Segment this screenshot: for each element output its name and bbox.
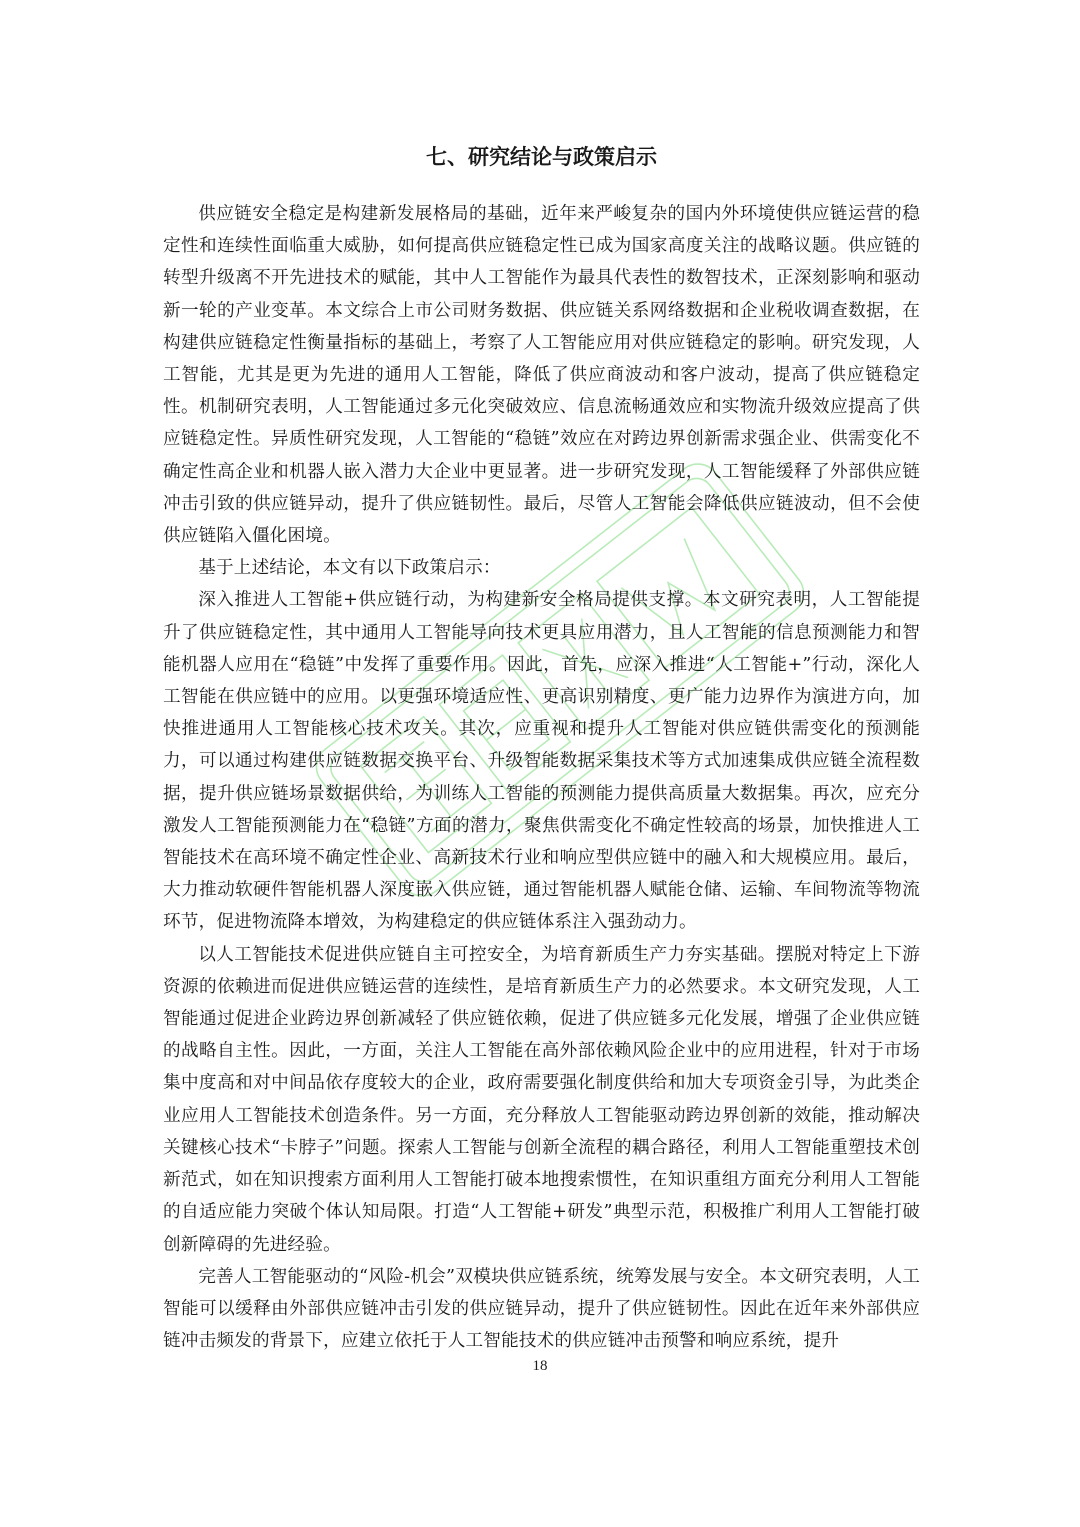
paragraph-policy-1: 深入推进人工智能+供应链行动，为构建新安全格局提供支撑。本文研究表明，人工智能提升了供应链稳定性，其中通用人工智能导向技术更具应用潜力，且人工智能的信息预测能力和智能机器人应用在“稳链”中发挥了重要作用。因此，首先，应深入推进“人工智能+”行动，深化人工智能在供应链中的应用。以更强环境适应性、更高识别精度、更广能力边界作为演进方向，加快推进通用人工智能核心技术攻关。其次，应重视和提升人工智能对供应链供需变化的预测能力，可以通过构建供应链数据交换平台、升级智能数据采集技术等方式加速集成供应链全流程数据，提升供应链场景数据供给，为训练人工智能的预测能力提供高质量大数据集。再次，应充分激发人工智能预测能力在“稳链”方面的潜力，聚焦供需变化不确定性较高的场景，加快推进人工智能技术在高环境不确定性企业、高新技术行业和响应型供应链中的融入和大规模应用。最后，大力推动软硬件智能机器人深度嵌入供应链，通过智能机器人赋能仓储、运输、车间物流等物流环节，促进物流降本增效，为构建稳定的供应链体系注入强劲动力。 [163,590,920,933]
paragraph-policy-intro: 基于上述结论，本文有以下政策启示： [198,558,501,579]
page-number: 18 [532,1358,548,1374]
paragraph-policy-2: 以人工智能技术促进供应链自主可控安全，为培育新质生产力夯实基础。摆脱对特定上下游资源的依赖进而促进供应链运营的连续性，是培育新质生产力的必然要求。本文研究发现，人工智能通过促进企业跨边界创新减轻了供应链依赖，促进了供应链多元化发展，增强了企业供应链的战略自主性。因此，一方面，关注人工智能在高外部依赖风险企业中的应用进程，针对于市场集中度高和对中间品依存度较大的企业，政府需要强化制度供给和加大专项资金引导，为此类企业应用人工智能技术创造条件。另一方面，充分释放人工智能驱动跨边界创新的效能，推动解决关键核心技术“卡脖子”问题。探索人工智能与创新全流程的耦合路径，利用人工智能重塑技术创新范式，如在知识搜索方面利用人工智能打破本地搜索惯性，在知识重组方面充分利用人工智能的自适应能力突破个体认知局限。打造“人工智能+研发”典型示范，积极推广利用人工智能打破创新障碍的先进经验。 [163,944,920,1255]
paragraph-policy-3: 完善人工智能驱动的“风险-机会”双模块供应链系统，统筹发展与安全。本文研究表明，人工智能可以缓释由外部供应链冲击引发的供应链异动，提升了供应链韧性。因此在近年来外部供应链冲击频发的背景下，应建立依托于人工智能技术的供应链冲击预警和响应系统，提升 [163,1266,920,1352]
paragraph-summary: 供应链安全稳定是构建新发展格局的基础，近年来严峻复杂的国内外环境使供应链运营的稳定性和连续性面临重大威胁，如何提高供应链稳定性已成为国家高度关注的战略议题。供应链的转型升级离不开先进技术的赋能，其中人工智能作为最具代表性的数智技术，正深刻影响和驱动新一轮的产业变革。本文综合上市公司财务数据、供应链关系网络数据和企业税收调查数据，在构建供应链稳定性衡量指标的基础上，考察了人工智能应用对供应链稳定的影响。研究发现，人工智能，尤其是更为先进的通用人工智能，降低了供应商波动和客户波动，提高了供应链稳定性。机制研究表明，人工智能通过多元化突破效应、信息流畅通效应和实物流升级效应提高了供应链稳定性。异质性研究发现，人工智能的“稳链”效应在对跨边界创新需求强企业、供需变化不确定性高企业和机器人嵌入潜力大企业中更显著。进一步研究发现，人工智能缓释了外部供应链冲击引致的供应链异动，提升了供应链韧性。最后，尽管人工智能会降低供应链波动，但不会使供应链陷入僵化困境。 [163,204,920,547]
page-body [163,140,920,1357]
section-title: 七、研究结论与政策启示 [426,145,657,169]
